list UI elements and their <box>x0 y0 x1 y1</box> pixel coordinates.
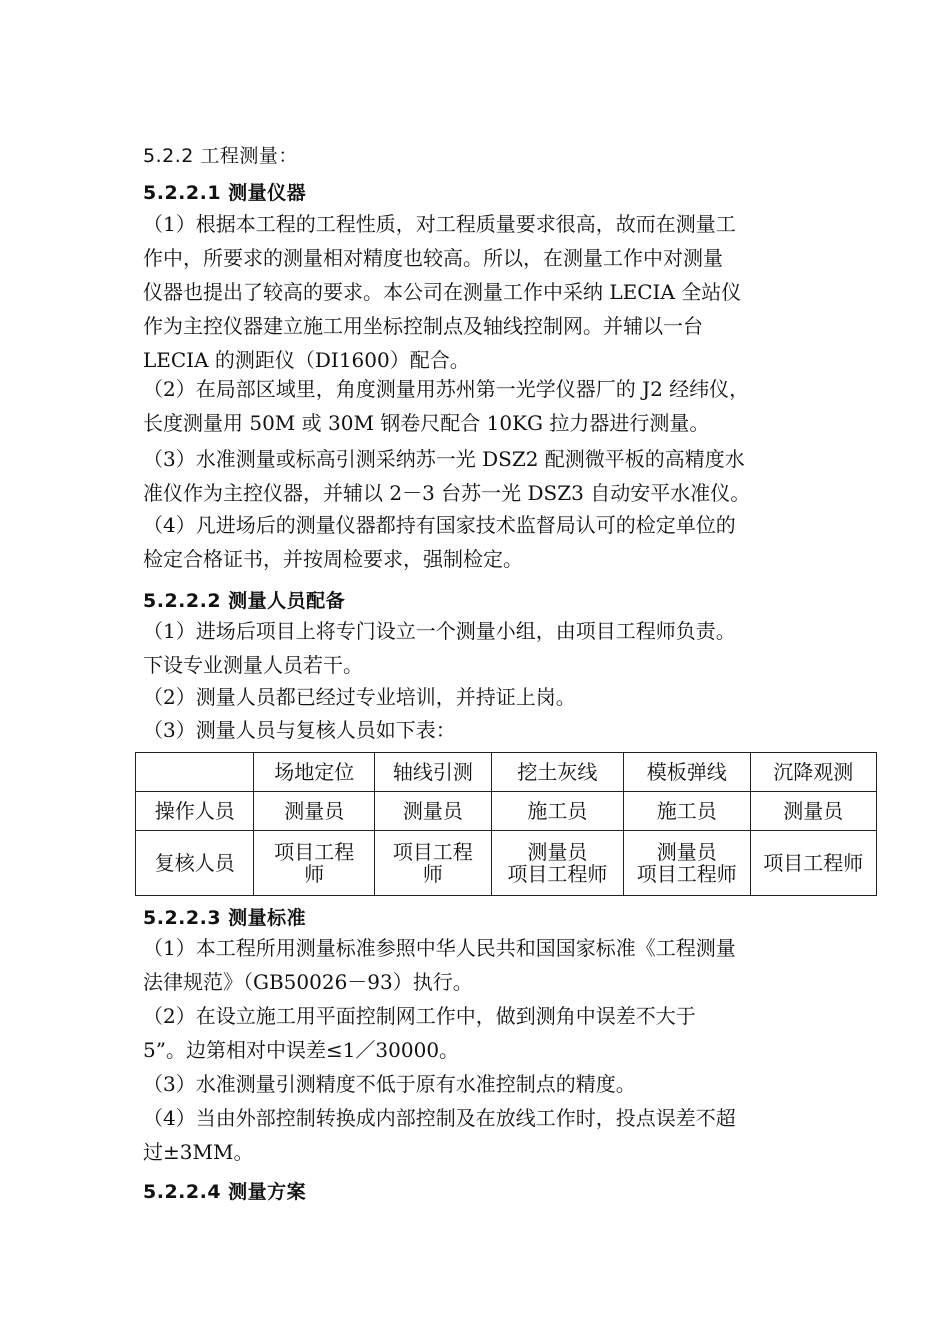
table-header-cell <box>136 753 254 792</box>
text-line: LECIA 的测距仪（DI1600）配合。 <box>143 348 470 372</box>
text-line: 准仪作为主控仪器，并辅以 2－3 台苏一光 DSZ3 自动安平水准仪。 <box>143 481 751 505</box>
text-line: 作中，所要求的测量相对精度也较高。所以，在测量工作中对测量 <box>143 246 723 270</box>
subsection-heading-standards: 5.2.2.3 测量标准 <box>143 907 307 929</box>
subsection-heading-staffing: 5.2.2.2 测量人员配备 <box>143 590 346 612</box>
table-header-cell: 挖土灰线 <box>491 753 623 792</box>
text-line: （1）进场后项目上将专门设立一个测量小组，由项目工程师负责。 <box>143 619 736 643</box>
instruments-paragraph-1 <box>143 207 823 377</box>
table-cell: 测量员 <box>254 792 375 831</box>
text-line: 下设专业测量人员若干。 <box>143 653 363 677</box>
table-cell: 施工员 <box>491 792 623 831</box>
staffing-paragraph-3 <box>143 713 823 747</box>
subsection-heading-plan: 5.2.2.4 测量方案 <box>143 1181 307 1203</box>
standards-paragraph-1 <box>143 931 823 999</box>
table-cell: 操作人员 <box>136 792 254 831</box>
staffing-paragraph-2 <box>143 680 823 714</box>
instruments-paragraph-2 <box>143 372 823 440</box>
text-line: 5”。边第相对中误差≤1／30000。 <box>143 1038 460 1062</box>
text-line: 作为主控仪器建立施工用坐标控制点及轴线控制网。并辅以一台 <box>143 314 703 338</box>
subsection-heading-instruments: 5.2.2.1 测量仪器 <box>143 182 307 204</box>
table-row <box>136 792 877 831</box>
table-cell: 施工员 <box>624 792 751 831</box>
table-header-cell: 场地定位 <box>254 753 375 792</box>
table-cell: 项目工程师 <box>254 831 375 896</box>
table-header-row <box>136 753 877 792</box>
text-line: 过±3MM。 <box>143 1140 254 1164</box>
table-header-cell: 模板弹线 <box>624 753 751 792</box>
text-line: （3）水准测量引测精度不低于原有水准控制点的精度。 <box>143 1072 636 1096</box>
table-cell: 项目工程师 <box>375 831 492 896</box>
standards-paragraph-3 <box>143 1067 823 1101</box>
text-line: 法律规范》（GB50026－93）执行。 <box>143 970 473 994</box>
table-header-cell: 轴线引测 <box>375 753 492 792</box>
text-line: （3）水准测量或标高引测采纳苏一光 DSZ2 配测微平板的高精度水 <box>143 447 745 471</box>
text-line: 长度测量用 50M 或 30M 钢卷尺配合 10KG 拉力器进行测量。 <box>143 411 710 435</box>
text-line: （2）测量人员都已经过专业培训，并持证上岗。 <box>143 685 576 709</box>
instruments-paragraph-3 <box>143 442 823 510</box>
text-line: （1）本工程所用测量标准参照中华人民共和国国家标准《工程测量 <box>143 936 736 960</box>
table-row <box>136 831 877 896</box>
text-line: （1）根据本工程的工程性质，对工程质量要求很高，故而在测量工 <box>143 212 736 236</box>
table-cell: 复核人员 <box>136 831 254 896</box>
table-cell: 项目工程师 <box>750 831 876 896</box>
staff-table <box>135 752 877 896</box>
table-header-cell: 沉降观测 <box>750 753 876 792</box>
instruments-paragraph-4 <box>143 508 823 576</box>
standards-paragraph-4 <box>143 1101 823 1169</box>
text-line: 仪器也提出了较高的要求。本公司在测量工作中采纳 LECIA 全站仪 <box>143 280 742 304</box>
staffing-paragraph-1 <box>143 614 823 682</box>
standards-paragraph-2 <box>143 999 823 1067</box>
text-line: （4）当由外部控制转换成内部控制及在放线工作时，投点误差不超 <box>143 1106 736 1130</box>
text-line: （2）在局部区域里，角度测量用苏州第一光学仪器厂的 J2 经纬仪， <box>143 377 750 401</box>
text-line: （3）测量人员与复核人员如下表： <box>143 718 456 742</box>
table-cell: 测量员 <box>750 792 876 831</box>
text-line: （4）凡进场后的测量仪器都持有国家技术监督局认可的检定单位的 <box>143 513 736 537</box>
text-line: （2）在设立施工用平面控制网工作中，做到测角中误差不大于 <box>143 1004 696 1028</box>
table-cell: 测量员 项目工程师 <box>491 831 623 896</box>
table-cell: 测量员 项目工程师 <box>624 831 751 896</box>
table-cell: 测量员 <box>375 792 492 831</box>
text-line: 检定合格证书，并按周检要求，强制检定。 <box>143 547 523 571</box>
section-heading: 5.2.2 工程测量： <box>143 145 298 167</box>
